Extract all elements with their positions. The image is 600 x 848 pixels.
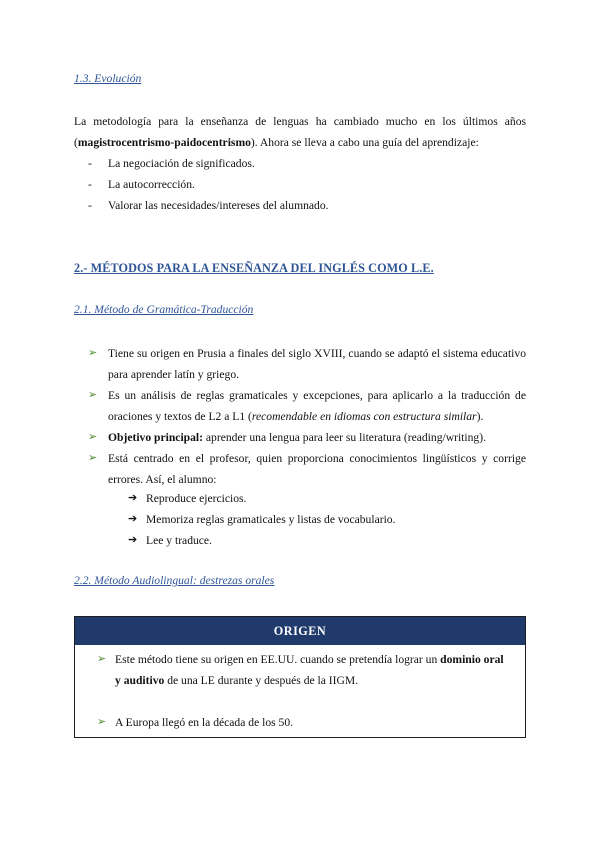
- list-item: [88, 427, 526, 448]
- section-2-2-heading: [74, 574, 274, 587]
- list-item: [88, 153, 329, 174]
- list-item: [128, 509, 396, 530]
- grammar-translation-list: [88, 343, 526, 490]
- dash-bullet: -: [88, 199, 92, 212]
- list-item-text: A Europa llegó en la década de los 50.: [115, 716, 294, 729]
- list-item-text: aprender una lengua para leer su literatura (reading/writing).: [203, 431, 486, 444]
- section-2-heading: 2.- MÉTODOS PARA LA ENSEÑANZA DEL INGLÉS COMO L.E.: [74, 261, 434, 275]
- list-item-text: Memoriza reglas gramaticales y listas de vocabulario.: [146, 513, 396, 526]
- right-arrow-icon: ➔: [128, 513, 138, 525]
- origin-box: [74, 616, 526, 738]
- list-item-text: Este método tiene su origen en EE.UU. cuando se pretendía lograr un: [115, 653, 441, 666]
- section-1-3-paragraph: [74, 111, 526, 153]
- list-item-text: Reproduce ejercicios.: [146, 492, 247, 505]
- para-bold-text: magistrocentrismo-paidocentrismo: [77, 136, 251, 149]
- list-item-italic-text: recomendable en idiomas con estructura similar: [251, 410, 477, 423]
- arrowhead-bullet-icon: ➢: [88, 431, 98, 443]
- list-item: [128, 530, 396, 551]
- section-2-1-heading: 2.1. Método de Gramática-Traducción: [74, 303, 254, 316]
- list-item: [88, 385, 526, 427]
- origin-box-header: ORIGEN: [75, 617, 525, 645]
- heading-text-end: destrezas orales: [199, 574, 275, 587]
- list-item-text: Lee y traduce.: [146, 534, 212, 547]
- right-arrow-icon: ➔: [128, 534, 138, 546]
- list-item-text: Es un análisis de reglas gramaticales y excepciones, para aplicarlo a la traducción de oraciones y textos de L2 a L1 (: [108, 389, 526, 423]
- list-item-bold-text: Objetivo principal:: [108, 431, 204, 444]
- dash-bullet: -: [88, 178, 92, 191]
- list-item-bold-text: dominio oral: [440, 653, 504, 666]
- list-item-text: La autocorrección.: [108, 178, 195, 191]
- list-item-text: Está centrado en el profesor, quien proporciona conocimientos lingüísticos y corrige errores. Así, el alumno:: [108, 452, 526, 486]
- list-item-text-end: ).: [476, 410, 484, 423]
- right-arrow-icon: ➔: [128, 492, 138, 504]
- origin-list: [97, 649, 511, 733]
- list-item: [88, 174, 329, 195]
- dash-bullet: -: [88, 157, 92, 170]
- arrowhead-bullet-icon: ➢: [88, 347, 98, 359]
- list-item: [97, 649, 511, 691]
- list-item: [97, 712, 511, 733]
- para-text: La metodología para la enseñanza de lenguas ha cambiado mucho en los últimos años (: [74, 115, 526, 149]
- arrowhead-bullet-icon: ➢: [88, 452, 98, 464]
- list-item-text: La negociación de significados.: [108, 157, 255, 170]
- para-text-end: ). Ahora se lleva a cabo una guía del aprendizaje:: [250, 136, 479, 149]
- list-item: [88, 343, 526, 385]
- list-item-text: Valorar las necesidades/intereses del alumnado.: [108, 199, 329, 212]
- evolution-list: [88, 153, 329, 216]
- arrowhead-bullet-icon: ➢: [97, 653, 107, 665]
- list-item-bold-text-2: y auditivo: [115, 674, 165, 687]
- list-item-text-end: de una LE durante y después de la IIGM.: [164, 674, 359, 687]
- student-actions-list: [128, 488, 396, 551]
- arrowhead-bullet-icon: ➢: [97, 716, 107, 728]
- heading-text: 2.2. Método Audiolingual:: [74, 574, 200, 587]
- arrowhead-bullet-icon: ➢: [88, 389, 98, 401]
- list-item-text: Tiene su origen en Prusia a finales del siglo XVIII, cuando se adaptó el sistema educativo para aprender latín y griego.: [108, 347, 526, 381]
- list-item: [88, 448, 526, 490]
- list-item: [88, 195, 329, 216]
- section-1-3-heading: 1.3. Evolución: [74, 72, 142, 85]
- list-item: [128, 488, 396, 509]
